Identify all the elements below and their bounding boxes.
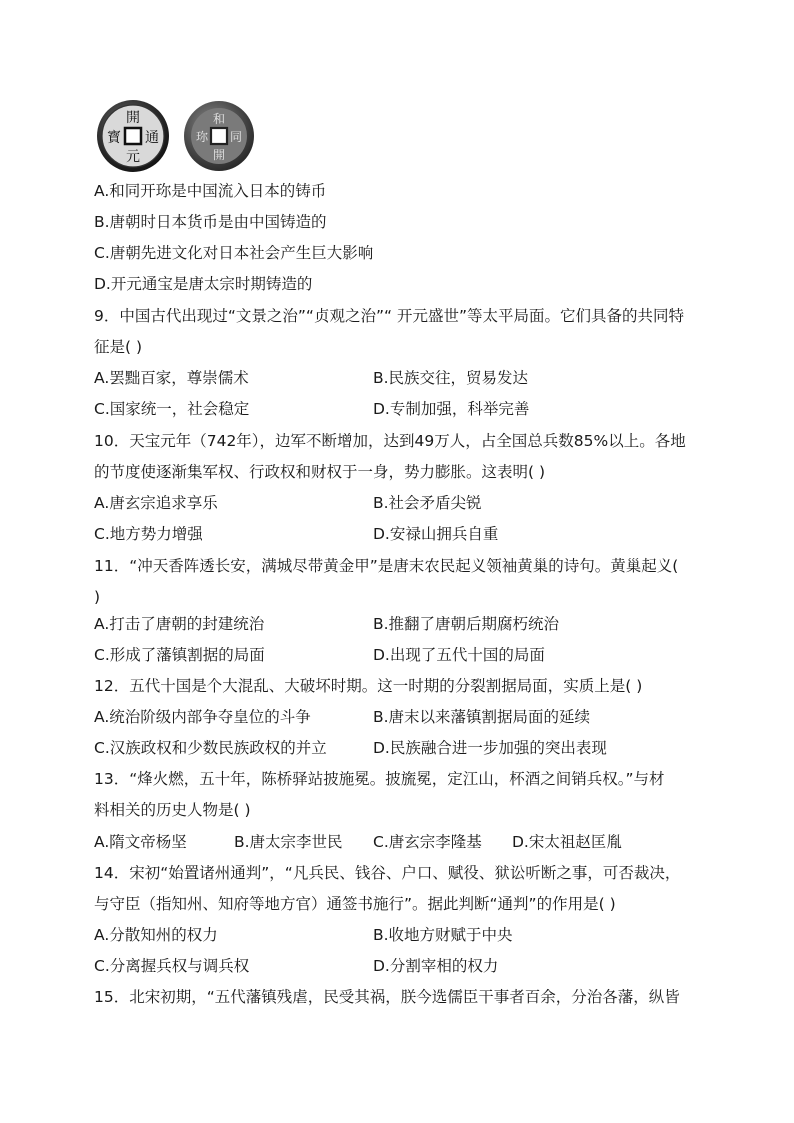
q8-option-d: D.开元通宝是唐太宗时期铸造的 <box>94 275 313 293</box>
q10-option-d: D.安禄山拥兵自重 <box>373 525 499 543</box>
q13-option-a: A.隋文帝杨坚 <box>94 833 187 851</box>
q9-stem-line1: 9．中国古代出现过“文景之治”“贞观之治”“ 开元盛世”等太平局面。它们具备的共同特 <box>94 307 684 325</box>
q15-stem-line1: 15．北宋初期，“五代藩镇残虐，民受其祸，朕今选儒臣干事者百余，分治各藩，纵皆 <box>94 988 680 1006</box>
coin1-char-bottom: 元 <box>126 149 140 165</box>
q14-option-a: A.分散知州的权力 <box>94 926 218 944</box>
coin2-char-bottom: 開 <box>212 148 226 162</box>
q11-option-a: A.打击了唐朝的封建统治 <box>94 615 265 633</box>
coin-kaiyuan-tongbao <box>97 100 169 172</box>
q13-option-c: C.唐玄宗李隆基 <box>373 833 482 851</box>
coin1-char-left: 寳 <box>107 130 121 146</box>
q12-option-c: C.汉族政权和少数民族政权的并立 <box>94 739 327 757</box>
q14-option-c: C.分离握兵权与调兵权 <box>94 957 250 975</box>
q8-option-c: C.唐朝先进文化对日本社会产生巨大影响 <box>94 244 374 262</box>
q10-option-a: A.唐玄宗追求享乐 <box>94 494 218 512</box>
coin2-char-right: 同 <box>229 130 243 144</box>
q11-option-b: B.推翻了唐朝后期腐朽统治 <box>373 615 560 633</box>
q14-option-b: B.收地方财赋于中央 <box>373 926 513 944</box>
coin-illustration <box>96 98 266 174</box>
q10-stem-line1: 10．天宝元年（742年），边军不断增加，达到49万人，占全国总兵数85%以上。各地 <box>94 432 686 450</box>
q11-stem-line2: ) <box>94 588 101 606</box>
q12-option-d: D.民族融合进一步加强的突出表现 <box>373 739 607 757</box>
coin1-char-right: 通 <box>145 130 159 146</box>
q8-option-b: B.唐朝时日本货币是由中国铸造的 <box>94 213 327 231</box>
coin2-char-left: 珎 <box>195 130 209 144</box>
q9-stem-line2: 征是( ) <box>94 338 143 356</box>
q10-option-c: C.地方势力增强 <box>94 525 203 543</box>
q11-stem-line1: 11．“冲天香阵透长安，满城尽带黄金甲”是唐末农民起义领袖黄巢的诗句。黄巢起义( <box>94 557 679 575</box>
q9-option-a: A.罢黜百家，尊崇儒术 <box>94 369 249 387</box>
q9-option-c: C.国家统一，社会稳定 <box>94 400 250 418</box>
coin1-char-top: 開 <box>126 110 140 126</box>
q13-option-b: B.唐太宗李世民 <box>234 833 343 851</box>
q13-stem-line1: 13．“烽火燃，五十年，陈桥驿站披施冕。披旒冕，定江山，杯酒之间销兵权。”与材 <box>94 770 665 788</box>
q13-stem-line2: 料相关的历史人物是( ) <box>94 801 251 819</box>
q12-stem-line1: 12．五代十国是个大混乱、大破坏时期。这一时期的分裂割据局面，实质上是( ) <box>94 677 643 695</box>
q12-option-b: B.唐末以来藩镇割据局面的延续 <box>373 708 591 726</box>
coin-wado-kaichin <box>184 101 254 171</box>
coins-image <box>96 98 266 174</box>
q9-option-d: D.专制加强，科举完善 <box>373 400 530 418</box>
q8-option-a: A.和同开珎是中国流入日本的铸币 <box>94 182 327 200</box>
q13-option-d: D.宋太祖赵匡胤 <box>512 833 622 851</box>
q11-option-c: C.形成了藩镇割据的局面 <box>94 646 265 664</box>
q14-option-d: D.分割宰相的权力 <box>373 957 499 975</box>
q14-stem-line1: 14．宋初“始置诸州通判”，“凡兵民、钱谷、户口、赋役、狱讼听断之事，可否裁决， <box>94 864 681 882</box>
coin2-char-top: 和 <box>212 112 226 126</box>
q12-option-a: A.统治阶级内部争夺皇位的斗争 <box>94 708 311 726</box>
q10-stem-line2: 的节度使逐渐集军权、行政权和财权于一身，势力膨胀。这表明( ) <box>94 463 546 481</box>
q11-option-d: D.出现了五代十国的局面 <box>373 646 545 664</box>
q14-stem-line2: 与守臣（指知州、知府等地方官）通签书施行”。据此判断“通判”的作用是( ) <box>94 895 616 913</box>
q9-option-b: B.民族交往，贸易发达 <box>373 369 529 387</box>
q10-option-b: B.社会矛盾尖锐 <box>373 494 482 512</box>
